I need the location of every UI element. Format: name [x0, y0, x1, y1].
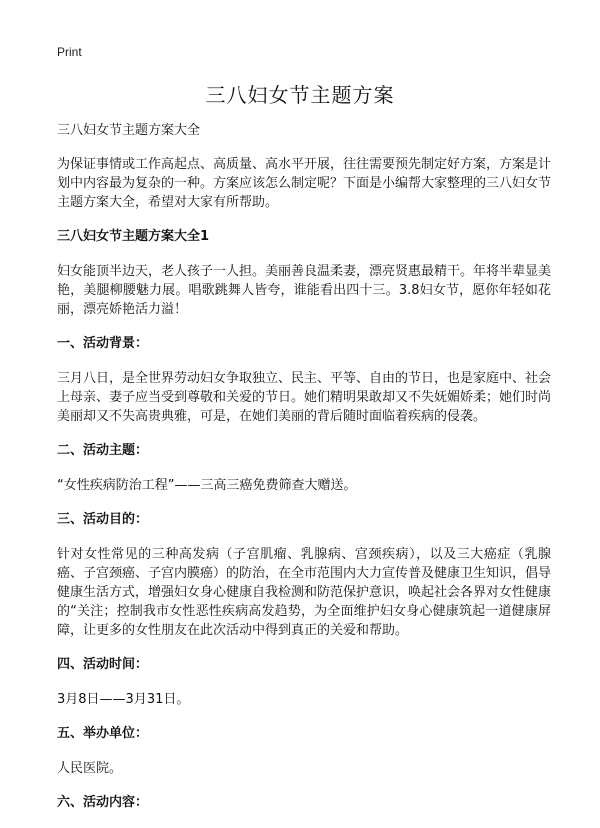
document-body: [57, 121, 551, 828]
section-heading-purpose: 三、活动目的：: [57, 512, 149, 527]
section-heading-background: 一、活动背景：: [57, 336, 149, 351]
section-heading-time: 四、活动时间：: [57, 657, 149, 672]
section-paragraph-background: 三月八日，是全世界劳动妇女争取独立、民主、平等、自由的节日，也是家庭中、社会上母亲、妻子应当受到尊敬和关爱的节日。她们精明果敢却又不失妩媚娇柔；她们时尚美丽却又不失高贵典雅，可是，在她们美丽的背后随时面临着疾病的侵袭。: [57, 371, 552, 424]
section-paragraph-plan-1: 妇女能顶半边天，老人孩子一人担。美丽善良温柔妻，漂亮贤惠最精干。年将半辈显美艳，美腿柳腰魅力展。唱歌跳舞人皆夸，谁能看出四十三。3.8妇女节，愿你年轻如花丽，漂亮娇艳活力溢！: [57, 264, 552, 317]
section-paragraph-theme: “女性疾病防治工程”——三高三癌免费筛查大赠送。: [57, 478, 357, 493]
intro-paragraph: 为保证事情或工作高起点、高质量、高水平开展，往往需要预先制定好方案，方案是计划中内容最为复杂的一种。方案应该怎么制定呢？下面是小编帮大家整理的三八妇女节主题方案大全，希望对大家有所帮助。: [57, 157, 552, 210]
section-paragraph-purpose: 针对女性常见的三种高发病（子宫肌瘤、乳腺病、宫颈疾病），以及三大癌症（乳腺癌、子宫颈癌、子宫内膜癌）的防治，在全市范围内大力宣传普及健康卫生知识，倡导健康生活方式，增强妇女身心健康自我检测和防范保护意识，唤起社会各界对女性健康的“关注；控制我市女性恶性疾病高发趋势，为全面维护妇女身心健康筑起一道健康屏障，让更多的女性朋友在此次活动中得到真正的关爱和帮助。: [57, 547, 552, 638]
section-heading-theme: 二、活动主题：: [57, 443, 149, 458]
print-label: Print: [57, 45, 82, 59]
document-title: 三八妇女节主题方案: [205, 83, 395, 107]
section-heading-plan-1: 三八妇女节主题方案大全1: [57, 229, 210, 244]
document-subtitle: 三八妇女节主题方案大全: [57, 123, 201, 138]
section-heading-organizer: 五、举办单位：: [57, 726, 149, 741]
section-paragraph-organizer: 人民医院。: [57, 761, 123, 776]
section-heading-content: 六、活动内容：: [57, 795, 149, 810]
section-paragraph-time: 3月8日——3月31日。: [57, 692, 190, 707]
